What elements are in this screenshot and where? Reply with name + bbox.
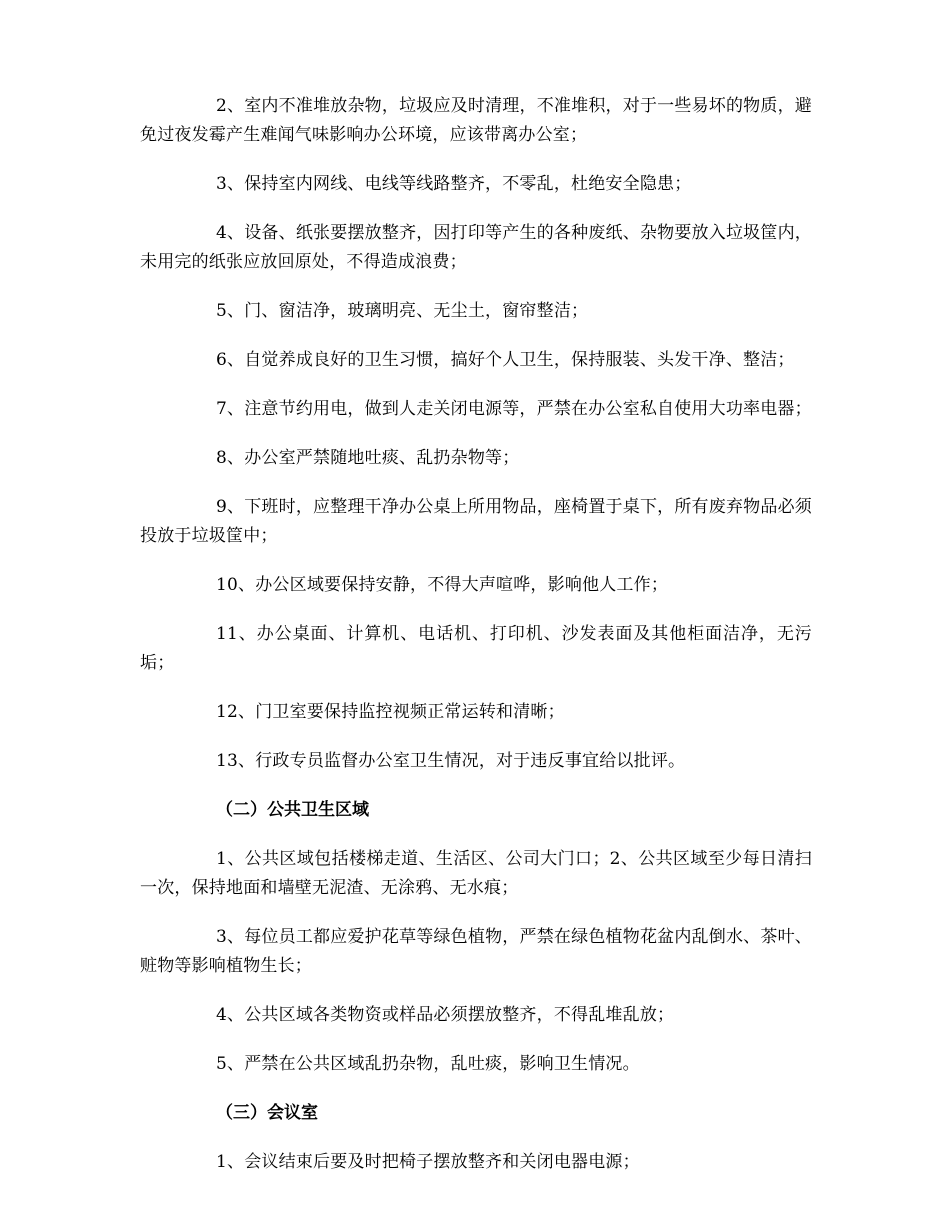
paragraph-item-2: 2、室内不准堆放杂物，垃圾应及时清理，不准堆积，对于一些易坏的物质，避免过夜发霉产生难闻气味影响办公环境，应该带离办公室； bbox=[140, 96, 812, 145]
paragraph-public-4: 4、公共区域各类物资或样品必须摆放整齐，不得乱堆乱放； bbox=[216, 1005, 675, 1025]
paragraph-item-11: 11、办公桌面、计算机、电话机、打印机、沙发表面及其他柜面洁净，无污垢； bbox=[140, 624, 812, 673]
paragraph-item-9: 9、下班时，应整理干净办公桌上所用物品，座椅置于桌下，所有废弃物品必须投放于垃圾筐中； bbox=[140, 497, 812, 546]
document-body bbox=[140, 92, 812, 1197]
paragraph-item-12: 12、门卫室要保持监控视频正常运转和清晰； bbox=[216, 702, 565, 722]
paragraph-meeting-1: 1、会议结束后要及时把椅子摆放整齐和关闭电器电源； bbox=[216, 1152, 640, 1172]
paragraph-public-5: 5、严禁在公共区域乱扔杂物，乱吐痰，影响卫生情况。 bbox=[216, 1054, 640, 1074]
paragraph-item-3: 3、保持室内网线、电线等线路整齐，不零乱，杜绝安全隐患； bbox=[216, 174, 692, 194]
section-heading-meeting-room: （三）会议室 bbox=[216, 1103, 318, 1123]
paragraph-item-7: 7、注意节约用电，做到人走关闭电源等，严禁在办公室私自使用大功率电器； bbox=[216, 399, 812, 419]
paragraph-item-13: 13、行政专员监督办公室卫生情况，对于违反事宜给以批评。 bbox=[216, 751, 686, 771]
paragraph-item-4: 4、设备、纸张要摆放整齐，因打印等产生的各种废纸、杂物要放入垃圾筐内，未用完的纸张应放回原处，不得造成浪费； bbox=[140, 223, 812, 272]
paragraph-item-5: 5、门、窗洁净，玻璃明亮、无尘土，窗帘整洁； bbox=[216, 301, 589, 321]
paragraph-public-1: 1、公共区域包括楼梯走道、生活区、公司大门口；2、公共区域至少每日清扫一次，保持地面和墙壁无泥渣、无涂鸦、无水痕； bbox=[140, 849, 812, 898]
paragraph-item-6: 6、自觉养成良好的卫生习惯，搞好个人卫生，保持服装、头发干净、整洁； bbox=[216, 350, 795, 370]
paragraph-item-8: 8、办公室严禁随地吐痰、乱扔杂物等； bbox=[216, 448, 520, 468]
paragraph-item-10: 10、办公区域要保持安静，不得大声喧哗，影响他人工作； bbox=[216, 575, 669, 595]
section-heading-public-area: （二）公共卫生区域 bbox=[216, 800, 369, 820]
paragraph-public-3: 3、每位员工都应爱护花草等绿色植物，严禁在绿色植物花盆内乱倒水、茶叶、赃物等影响植物生长； bbox=[140, 927, 812, 976]
